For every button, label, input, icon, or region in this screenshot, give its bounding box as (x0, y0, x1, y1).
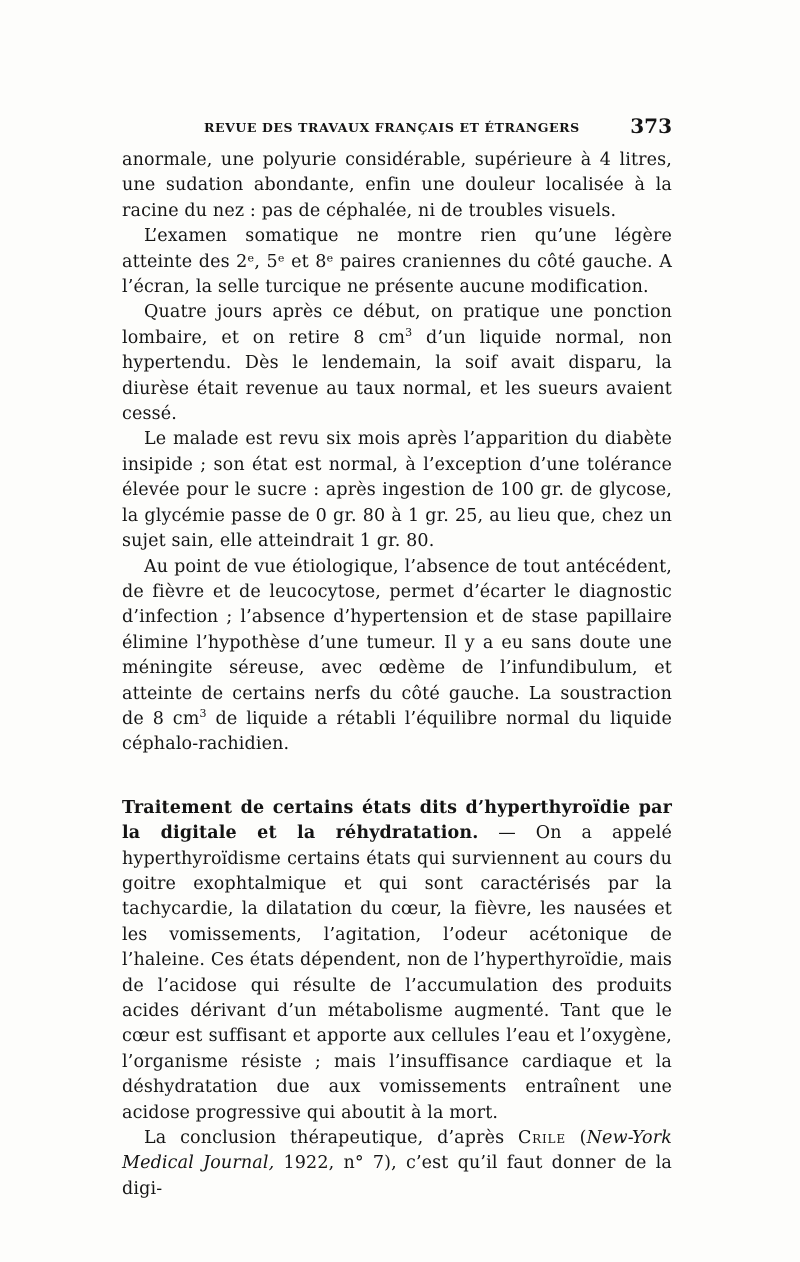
section-body: — On a appelé hyperthyroïdisme certains états qui surviennent au cours du goitre exophtalmique et qui sont caractérisés par la tachycardie, la dilatation du cœur, la fièvre, les nausées et les vomissements, l’agitation, l’odeur acétonique de l’haleine. Ces états dépendent, non de l’hyperthyroïdie, mais de l’acidose qui résulte de l’accumulation des produits acides dérivant d’un métabolisme augmenté. Tant que le cœur est suffisant et apporte aux cellules l’eau et l’oxygène, l’organisme résiste ; mais l’insuffisance cardiaque et la déshydratation due aux vomissements entraînent une acidose progressive qui aboutit à la mort. (122, 823, 672, 1123)
paragraph-5-text-b: de liquide a rétabli l’équilibre normal du liquide céphalo-rachidien. (122, 708, 672, 755)
paragraph-7-paren: ( (565, 1128, 587, 1149)
journal-title: New-York Medical Journal, (122, 1128, 672, 1174)
paragraph-7-text-b: 1922, n° 7), c’est qu’il faut donner de la digi- (122, 1153, 672, 1199)
page-header (122, 112, 672, 142)
paragraph-7-text-a: La conclusion thérapeutique, d’après (144, 1128, 518, 1149)
paragraph-5-text-a: Au point de vue étiologique, l’absence de tout antécédent, de fièvre et de leucocytose, permet d’écarter le diagnostic d’infection ; l’absence d’hypertension et de stase papillaire élimine l’hypothèse d’une tumeur. Il y a eu sans doute une méningite séreuse, avec œdème de l’infundibulum, et atteinte de certains nerfs du côté gauche. La soustraction de 8 cm (122, 556, 672, 729)
superscript-3: 3 (405, 326, 413, 340)
author-name: Crile (517, 1128, 566, 1149)
running-title: REVUE DES TRAVAUX FRANÇAIS ET ÉTRANGERS (204, 120, 580, 135)
paragraph-3-text-b: d’un liquide normal, non hypertendu. Dès le lendemain, la soif avait disparu, la diurèse était revenue au taux normal, et les sueurs avaient cessé. (122, 327, 672, 425)
section-paragraph (122, 796, 672, 1126)
section-title: Traitement de certains états dits d’hyperthyroïdie par la digitale et la réhydratation. (122, 797, 672, 844)
paragraph-5 (122, 555, 672, 758)
paragraph-3-text-a: Quatre jours après ce début, on pratique une ponction lombaire, et on retire 8 cm (122, 302, 672, 348)
superscript-3b: 3 (199, 707, 207, 721)
paragraph-7 (122, 1126, 672, 1202)
body-text (122, 148, 672, 1202)
paragraph-1: anormale, une polyurie considérable, supérieure à 4 litres, une sudation abondante, enfin une douleur localisée à la racine du nez : pas de céphalée, ni de troubles visuels. (122, 150, 672, 221)
page-number: 373 (630, 114, 672, 138)
paragraph-2: L’examen somatique ne montre rien qu’une légère atteinte des 2ᵉ, 5ᵉ et 8ᵉ paires craniennes du côté gauche. A l’écran, la selle turcique ne présente aucune modification. (122, 226, 672, 298)
paragraph-3 (122, 300, 672, 427)
paragraph-4: Le malade est revu six mois après l’apparition du diabète insipide ; son état est normal, à l’exception d’une tolérance élevée pour le sucre : après ingestion de 100 gr. de glycose, la glycémie passe de 0 gr. 80 à 1 gr. 25, au lieu que, chez un sujet sain, elle atteindrait 1 gr. 80. (122, 429, 672, 552)
